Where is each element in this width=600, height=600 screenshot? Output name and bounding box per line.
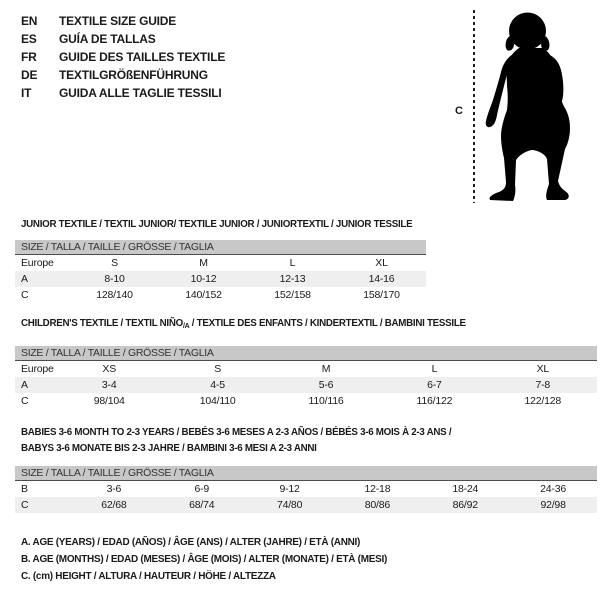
height-measure-label: C bbox=[455, 105, 463, 117]
cell-value: XL bbox=[536, 363, 550, 375]
row-label: Europe bbox=[21, 363, 54, 375]
size-header-bar: SIZE / TALLA / TAILLE / GRÖSSE / TAGLIA bbox=[15, 346, 597, 361]
babies-title-line2: BABYS 3-6 MONATE BIS 2-3 JAHRE / BAMBINI 3-6 MESI A 2-3 ANNI bbox=[21, 442, 317, 454]
cell-value: 3-4 bbox=[101, 379, 117, 391]
row-label: Europe bbox=[21, 257, 54, 269]
cell-value: 10-12 bbox=[190, 273, 217, 285]
language-code: EN bbox=[21, 14, 38, 28]
language-code: DE bbox=[21, 68, 38, 82]
size-header-bar: SIZE / TALLA / TAILLE / GRÖSSE / TAGLIA bbox=[15, 466, 597, 481]
language-title: TEXTILGRÖßENFÜHRUNG bbox=[59, 68, 208, 82]
language-title: GUIDE DES TAILLES TEXTILE bbox=[59, 50, 226, 64]
cell-value: 8-10 bbox=[104, 273, 125, 285]
language-row bbox=[21, 48, 225, 66]
cell-value: L bbox=[431, 363, 438, 375]
children-title-subscript: /A bbox=[182, 321, 190, 330]
cell-value: 6-9 bbox=[194, 483, 210, 495]
babies-size-table bbox=[15, 466, 597, 513]
cell-value: 110/116 bbox=[308, 395, 344, 407]
row-label: B bbox=[21, 483, 28, 495]
cell-value: 122/128 bbox=[524, 395, 562, 407]
table-row bbox=[15, 497, 597, 513]
language-title-list bbox=[21, 12, 225, 102]
cell-value: M bbox=[321, 363, 331, 375]
children-table-title bbox=[21, 317, 466, 330]
table-row bbox=[15, 361, 597, 377]
table-row bbox=[15, 255, 426, 271]
cell-value: 9-12 bbox=[279, 483, 300, 495]
footnote-b: B. AGE (MONTHS) / EDAD (MESES) / ÂGE (MOIS) / ALTER (MONATE) / ETÀ (MESI) bbox=[21, 553, 388, 565]
junior-table-title: JUNIOR TEXTILE / TEXTIL JUNIOR/ TEXTILE JUNIOR / JUNIORTEXTIL / JUNIOR TESSILE bbox=[21, 218, 413, 230]
cell-value: 12-13 bbox=[279, 273, 306, 285]
table-row bbox=[15, 271, 426, 287]
row-label: A bbox=[21, 273, 28, 285]
cell-value: 92/98 bbox=[540, 499, 566, 511]
cell-value: XL bbox=[375, 257, 388, 269]
cell-value: 62/68 bbox=[101, 499, 127, 511]
table-row bbox=[15, 393, 597, 409]
cell-value: M bbox=[199, 257, 208, 269]
cell-value: 4-5 bbox=[210, 379, 225, 391]
language-row bbox=[21, 12, 225, 30]
cell-value: 74/80 bbox=[276, 499, 303, 511]
cell-value: 68/74 bbox=[189, 499, 215, 511]
children-title-part2: / TEXTILE DES ENFANTS / KINDERTEXTIL / BAMBINI TESSILE bbox=[189, 317, 466, 329]
cell-value: 12-18 bbox=[364, 483, 391, 495]
footnote-legend bbox=[21, 534, 406, 585]
cell-value: XS bbox=[102, 363, 116, 375]
cell-value: 128/140 bbox=[96, 289, 133, 301]
cell-value: S bbox=[214, 363, 221, 375]
cell-value: 80/86 bbox=[364, 499, 391, 511]
size-header-bar: SIZE / TALLA / TAILLE / GRÖSSE / TAGLIA bbox=[15, 240, 426, 255]
language-title: GUÍA DE TALLAS bbox=[59, 32, 156, 46]
children-title-part1: CHILDREN'S TEXTILE / TEXTIL NIÑO bbox=[21, 317, 183, 329]
language-title: TEXTILE SIZE GUIDE bbox=[59, 14, 177, 28]
cell-value: 6-7 bbox=[427, 379, 442, 391]
cell-value: 152/158 bbox=[274, 289, 311, 301]
cell-value: 158/170 bbox=[363, 289, 400, 301]
footnote-c: C. (cm) HEIGHT / ALTURA / HAUTEUR / HÖHE / ALTEZZA bbox=[21, 570, 276, 582]
cell-value: 24-36 bbox=[540, 483, 566, 495]
cell-value: 3-6 bbox=[106, 483, 122, 495]
cell-value: 5-6 bbox=[318, 379, 334, 391]
row-label: A bbox=[21, 379, 28, 391]
table-row bbox=[15, 287, 426, 303]
cell-value: L bbox=[289, 257, 296, 269]
cell-value: 104/110 bbox=[199, 395, 236, 407]
row-label: C bbox=[21, 499, 29, 511]
language-code: IT bbox=[21, 86, 32, 100]
height-measure-dashed-line bbox=[473, 10, 475, 203]
cell-value: 18-24 bbox=[452, 483, 479, 495]
row-label: C bbox=[21, 395, 29, 407]
cell-value: 7-8 bbox=[535, 379, 551, 391]
table-row bbox=[15, 377, 597, 393]
row-label: C bbox=[21, 289, 29, 301]
language-row bbox=[21, 66, 225, 84]
language-code: FR bbox=[21, 50, 37, 64]
babies-table-title bbox=[21, 424, 560, 456]
language-row bbox=[21, 84, 225, 102]
cell-value: 140/152 bbox=[185, 289, 222, 301]
table-row bbox=[15, 481, 597, 497]
footnote-a: A. AGE (YEARS) / EDAD (AÑOS) / ÂGE (ANS) / ALTER (JAHRE) / ETÀ (ANNI) bbox=[21, 536, 361, 548]
children-size-table bbox=[15, 346, 597, 409]
cell-value: 14-16 bbox=[368, 273, 395, 285]
cell-value: 116/122 bbox=[416, 395, 453, 407]
cell-value: S bbox=[111, 257, 118, 269]
language-title: GUIDA ALLE TAGLIE TESSILI bbox=[59, 86, 222, 100]
cell-value: 86/92 bbox=[452, 499, 478, 511]
babies-title-line1: BABIES 3-6 MONTH TO 2-3 YEARS / BEBÉS 3-6 MESES A 2-3 AÑOS / BÉBÉS 3-6 MOIS À 2-3 ANS / bbox=[21, 426, 452, 438]
cell-value: 98/104 bbox=[93, 395, 125, 407]
toddler-silhouette bbox=[483, 8, 593, 208]
language-row bbox=[21, 30, 225, 48]
junior-size-table bbox=[15, 240, 426, 303]
language-code: ES bbox=[21, 32, 37, 46]
